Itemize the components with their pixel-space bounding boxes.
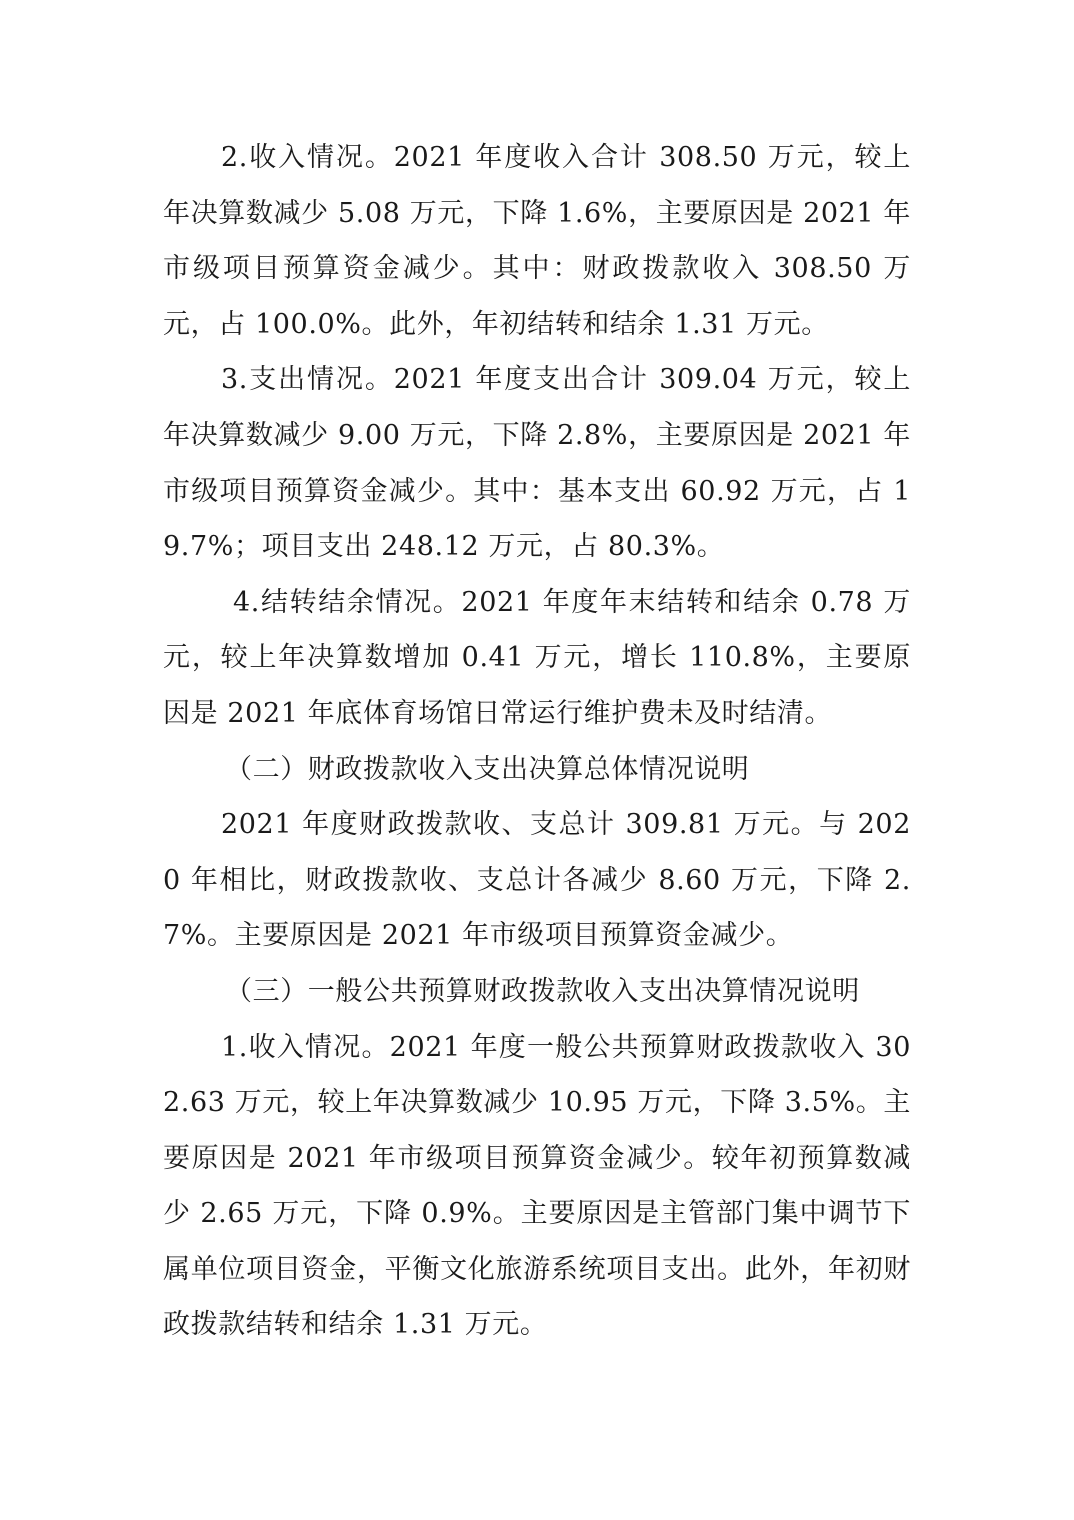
paragraph-carryover-situation: 4.结转结余情况。2021 年度年末结转和结余 0.78 万元，较上年决算数增加 0.41 万元，增长 110.8%，主要原因是 2021 年底体育场馆日常运行维护费未及时结清。 [163,586,911,729]
document-body [163,130,911,1353]
section-heading-general-public-budget: （三）一般公共预算财政拨款收入支出决算情况说明 [225,975,860,1007]
paragraph-expenditure-situation: 3.支出情况。2021 年度支出合计 309.04 万元，较上年决算数减少 9.00 万元，下降 2.8%，主要原因是 2021 年市级项目预算资金减少。其中：基本支出 60.92 万元，占 19.7%；项目支出 248.12 万元，占 80.3%。 [163,364,911,563]
paragraph-general-public-budget-income: 1.收入情况。2021 年度一般公共预算财政拨款收入 302.63 万元，较上年决算数减少 10.95 万元，下降 3.5%。主要原因是 2021 年市级项目预算资金减少。较年初预算数减少 2.65 万元，下降 0.9%。主要原因是主管部门集中调节下属单位项目资金，平衡文化旅游系统项目支出。此外，年初财政拨款结转和结余 1.31 万元。 [163,1031,911,1341]
paragraph-income-situation: 2.收入情况。2021 年度收入合计 308.50 万元，较上年决算数减少 5.08 万元，下降 1.6%，主要原因是 2021 年市级项目预算资金减少。其中：财政拨款收入 308.50 万元，占 100.0%。此外，年初结转和结余 1.31 万元。 [163,142,911,340]
section-heading-fiscal-appropriation-overview: （二）财政拨款收入支出决算总体情况说明 [225,753,750,785]
paragraph-fiscal-appropriation-overview: 2021 年度财政拨款收、支总计 309.81 万元。与 2020 年相比，财政拨款收、支总计各减少 8.60 万元，下降 2.7%。主要原因是 2021 年市级项目预算资金减少。 [163,809,911,952]
